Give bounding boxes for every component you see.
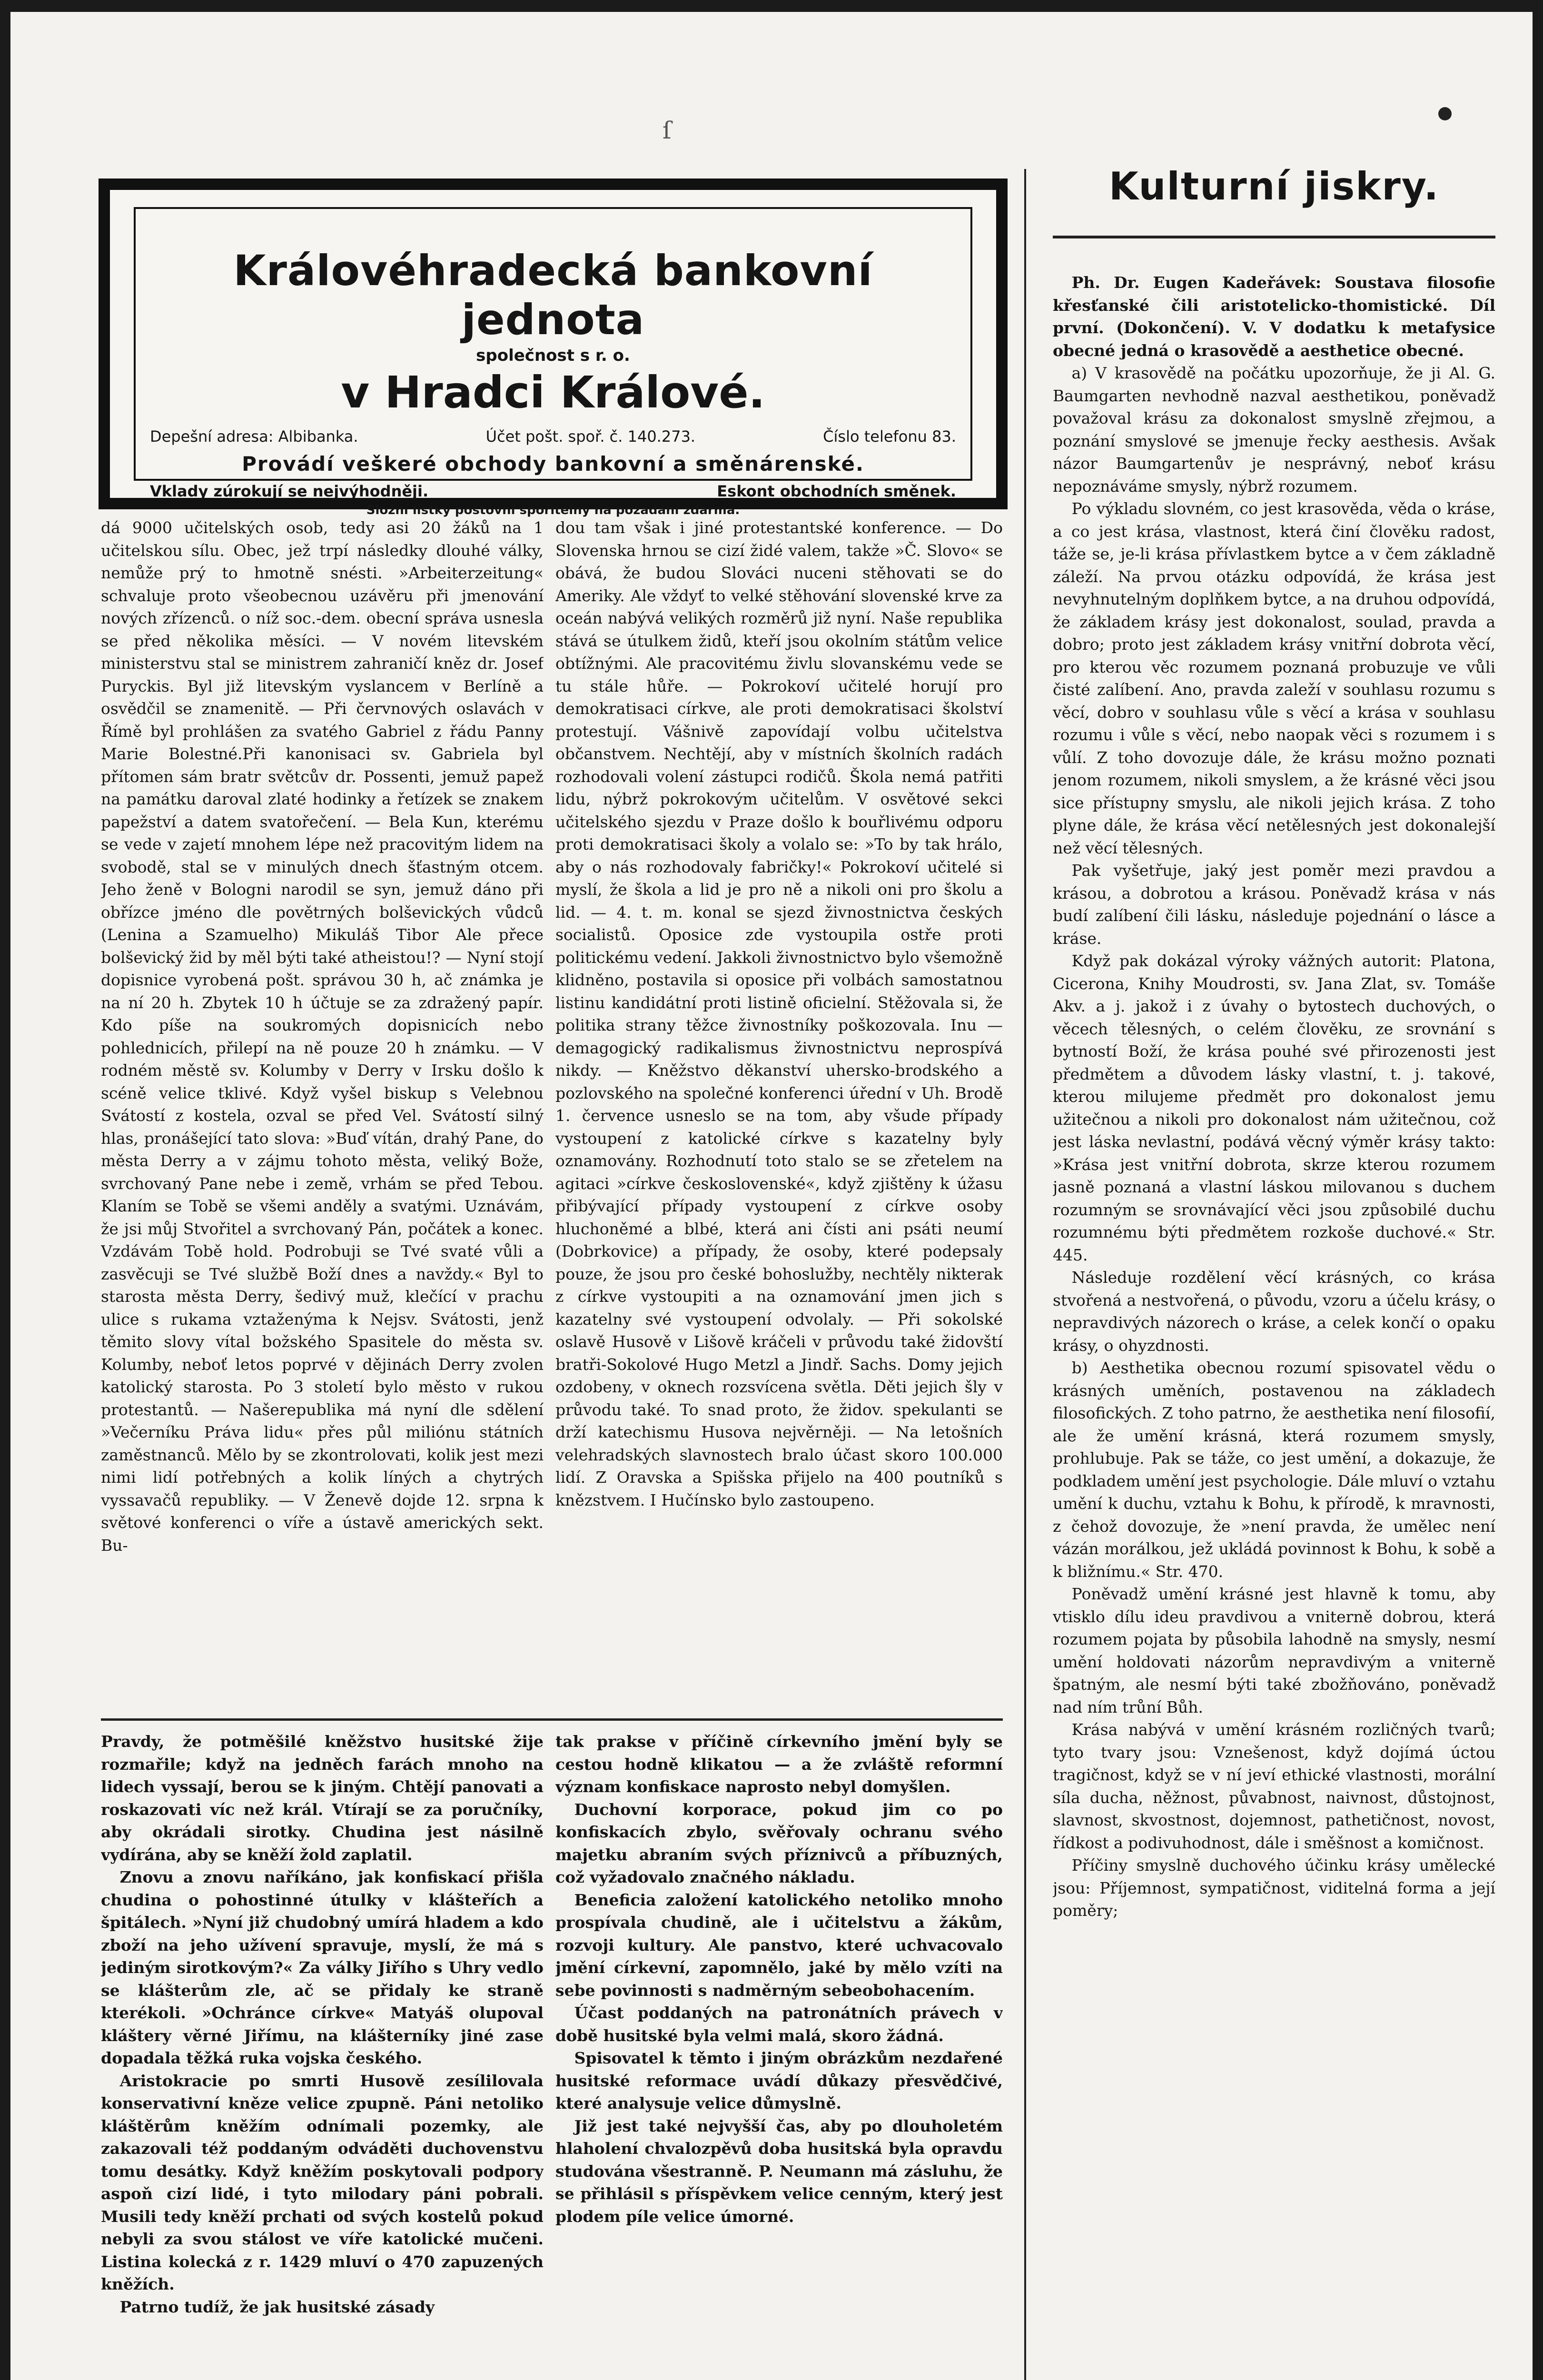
section-divider	[101, 1718, 1003, 1721]
paragraph: Patrno tudíž, že jak husitské zásady	[119, 2297, 435, 2316]
column-4	[101, 1730, 544, 2380]
column-2	[555, 516, 1003, 1706]
column-2-text: dou tam však i jiné protestantské konference. — Do Slovenska hrnou se cizí židé valem, takže »Č. Slovo« se obává, že budou Slováci nuceni stěhovati se do Ameriky. Ale vždyť to velké stěhování slovenské krve za oceán nabývá velikých rozměrů již nyní. Naše republika stává se útulkem židů, kteří jsou okolním státům velice obtížnými. Ale pracovitému živlu slovanskému vede se tu stále hůře. — Pokrokoví učitelé horují pro demokratisaci církve, ale proti demokratisaci školství protestují. Vášnivě zapovídají volbu učitelstva občanstvem. Nechtějí, aby v místních školních radách rozhodovali volení zástupci rodičů. Škola nemá patřiti lidu, nýbrž pokrokovým učitelům. V osvětové sekci učitelského sjezdu v Praze došlo k bouřlivému odporu proti demokratisaci školy a volalo se: »To by tak hrálo, aby o nás rozhodovaly fabričky!« Pokrokoví učitelé si myslí, že škola a lid je pro ně a nikoli oni pro školu a lid. — 4. t. m. konal se sjezd živnostnictva českých socialistů. Oposice zde vystoupila ostře proti politickému vedení. Jakkoli živnostnictvo bylo všemožně klidněno, postavila si oposice při volbách samostatnou listinu kandidátní proti listině oficielní. Stěžovala si, že politika strany těžce živnostníky poškozovala. Inu — demagogický radikalismus živnostnictvu neprospívá nikdy. — Kněžstvo děkanství uhersko-brodského a pozlovského na společné konferenci úřední v Uh. Brodě 1. července usneslo se na tom, aby všude případy vystoupení z katolické církve s kazatelny byly oznamovány. Rozhodnutí toto stalo se se zřetelem na agitaci »církve československé«, když zjištěny k úžasu přibývající případy vystoupení z církve osoby hluchoněmé a blbé, která ani čísti ani psáti neumí (Dobrkovice) a případy, že osoby, které podepsaly pouze, že jsou pro české bohoslužby, nechtěly nikterak z církve vystoupiti a na oznamování jmen jich s kazatelny své vystoupení odvolaly. — Při sokolské oslavě Husově v Lišově kráčeli v průvodu také židovští bratři-Sokolové Hugo Metzl a Jindř. Sachs. Domy jejich ozdobeny, v oknech rozsvícena světla. Děti jejich šly v průvodu také. To snad proto, že židov. spekulanti se drží katechismu Husova nejvěrněji. — Na letošních velehradských slavnostech bralo účast skoro 100.000 lidí. Z Oravska a Spišska přijelo na 400 poutníků s knězstvem. I Hučínsko bylo zastoupeno.	[555, 518, 1003, 1509]
paragraph: Duchovní korporace, pokud jim co po konfiskacích zbylo, svěřovaly ochranu svého majetku abraním svých příznivců a příbuzných, což vyžadovalo značného nákladu.	[555, 1800, 1003, 1886]
paragraph: Aristokracie po smrti Husově zesílilovala konservativní kněze velice zpupně. Páni netoliko kláštěrům kněžím odnímali pozemky, ale zakazovali též poddaným odváděti duchovenstvu tomu desátky. Když kněžím poskytovali podpory aspoň cizí lidé, i tyto milodary páni pobrali. Musili tedy kněží prchati od svých kostelů pokud nebyli za svou stálost ve víře katolické mučeni. Listina kolecká z r. 1429 mluví o 470 zapuzených kněžích.	[101, 2071, 544, 2293]
column-3	[1053, 271, 1495, 2380]
ad-phone: Číslo telefonu 83.	[823, 427, 956, 446]
ad-title: Královéhradecká bankovní jednota	[233, 246, 873, 344]
ad-discount: Eskont obchodních směnek.	[717, 482, 956, 500]
paragraph: Znovu a znovu naříkáno, jak konfiskací přišla chudina o pohostinné útulky v klášteřích a špitálech. »Nyní již chudobný umírá hladem a kdo zboží na jeho užívení spravuje, myslí, že má s jediným sirotkovým?« Za války Jiřího s Uhry vedlo se klášterům zle, ač se přidaly ke straně kterékoli. »Ochránce církve« Matyáš olupoval kláštery věrné Jiřímu, na klášterníky jiné zase dopadala těžká ruka vojska českého.	[101, 1868, 544, 2067]
paragraph: Poněvadž umění krásné jest hlavně k tomu, aby vtisklo dílu ideu pravdivou a vniterně dobrou, která rozumem pojata by působila lahodně na smysly, nesmí umění holdovati názorům nepravdivým a vniterně špatným, ale nesmí býti také zbožňováno, poněvadž nad ním trůní Bůh.	[1053, 1585, 1495, 1716]
paragraph: Beneficia založení katolického netoliko mnoho prospívala chudině, ale i učitelstvu a žákům, rozvoji kultury. Ale panstvo, které uchvacovalo jmění církevní, zapomnělo, jaké by mělo vzíti na sebe povinnosti s nadměrným sebeobohacením.	[555, 1890, 1003, 2000]
ad-telegram-address: Depešní adresa: Albibanka.	[150, 427, 358, 446]
paragraph: Příčiny smyslně duchového účinku krásy umělecké jsou: Příjemnost, sympatičnost, viditelná forma a její poměry;	[1053, 1856, 1495, 1920]
bank-advertisement	[99, 178, 1008, 517]
ad-offer-row	[150, 482, 956, 500]
paragraph: Pravdy, že potměšilé kněžstvo husitské žije rozmařile; když na jedněch farách mnoho na lidech vyssají, berou se k jiným. Chtějí panovati a roskazovati víc než král. Vtírají se za poručníky, aby okrádali sirotky. Chudina jest násilně vydírána, aby se kněží žold zaplatil.	[101, 1732, 544, 1864]
newspaper-page	[10, 12, 1533, 2380]
paragraph: Již jest také nejvyšší čas, aby po dlouholetém hlaholení chvalozpěvů doba husitská byla opravdu studována všestranně. P. Neumann má zásluhu, že se přihlásil s příspěvkem velice cenným, který jest plodem píle velice úmorné.	[555, 2116, 1003, 2226]
ad-contact-row	[150, 427, 956, 446]
ad-deposits: Vklady zúrokují se nejvýhodněji.	[150, 482, 429, 500]
column-5	[555, 1730, 1003, 2380]
ad-subtitle: společnost s r. o.	[476, 346, 630, 365]
ad-postal-account: Účet pošt. spoř. č. 140.273.	[485, 427, 696, 446]
paragraph: a) V krasovědě na počátku upozorňuje, že ji Al. G. Baumgarten nevhodně nazval aesthetikou, poněvadž považoval krásu za dokonalost smyslně zřejmou, a poznání smyslové se jmenuje řecky aesthesis. Avšak názor Baumgartenův je nesprávný, neboť krásu nepoznáváme smysly, nýbrž rozumem.	[1053, 364, 1495, 496]
paragraph: Následuje rozdělení věcí krásných, co krása stvořená a nestvořená, o původu, vzoru a účelu krásy, o nepravdivých názorech o kráse, a celek končí o opaku krásy, o ohyzdnosti.	[1053, 1268, 1495, 1355]
ad-note: Složní lístky poštovní spořitelny na požádání zdarma.	[366, 503, 740, 517]
ad-service: Provádí veškeré obchody bankovní a směnárenské.	[242, 452, 864, 476]
paragraph: tak prakse v příčině církevního jmění byly se cestou hodně klikatou — a že zvláště reformní význam konfiskace naprosto nebyl domyšlen.	[555, 1732, 1003, 1796]
paragraph: Účast poddaných na patronátních právech v době husitské byla velmi malá, skoro žádná.	[555, 2003, 1003, 2045]
paragraph: Ph. Dr. Eugen Kadeřávek: Soustava filosofie křesťanské čili aristotelicko-thomistické. Díl první. (Dokončení). V. V dodatku k metafysice obecné jedná o krasovědě a aesthetice obecné.	[1053, 273, 1495, 360]
paragraph: Po výkladu slovném, co jest krasověda, věda o kráse, a co jest krása, vlastnost, která činí člověku radost, táže se, je-li krása přívlastkem bytce a v čem základně záleží. Na prvou otázku odpovídá, že krása jest nevyhnutelným doplňkem bytce, a na druhou odpovídá, že základem krásy jest dokonalost, soulad, pravda a dobro; proto jest základem krásy vnitřní dobrota věcí, pro kterou věc rozumem poznaná probuzuje ve vůli čisté zalíbení. Ano, pravda zaleží v souhlasu rozumu s věcí, dobro v souhlasu vůle s věcí a krása v souhlasu rozumu i vůle s věcí, nebo naopak věci s rozumem i s vůlí. Z toho dovozuje dále, že krásu možno poznati jenom rozumem, nikoli smyslem, a že krásné věci jsou sice přístupny smyslu, ale nikoli jejich krása. Z toho plyne dále, že krása věcí netělesných jest dokonalejší než věcí tělesných.	[1053, 499, 1495, 857]
column-1	[101, 516, 544, 1716]
paragraph: Pak vyšetřuje, jaký jest poměr mezi pravdou a krásou, a dobrotou a krásou. Poněvadž krása v nás budí zalíbení čili lásku, následuje pojednání o lásce a kráse.	[1053, 861, 1495, 948]
ad-city: v Hradci Králové.	[341, 367, 765, 418]
page-mark: ſ	[663, 117, 672, 144]
paragraph: b) Aesthetika obecnou rozumí spisovatel vědu o krásných uměních, postavenou na základech filosofických. Z toho patrno, že aesthetika není filosofií, ale že umění krásná, která rozumem smysly, prohlubuje. Pak se táže, co jest umění, a dokazuje, že podkladem umění jest psychologie. Dále mluví o vztahu umění k duchu, vztahu k Bohu, k přírodě, k mravnosti, z čehož dovozuje, že »není pravda, že umělec není vázán morálkou, jež ukládá povinnost k Bohu, k sobě a k bližnímu.« Str. 470.	[1053, 1359, 1495, 1581]
section-title: Kulturní jiskry.	[1108, 164, 1440, 208]
column-divider	[1024, 169, 1026, 2380]
ad-inner-frame	[134, 207, 972, 517]
title-rule	[1053, 236, 1495, 238]
paragraph: Krása nabývá v umění krásném rozličných tvarů; tyto tvary jsou: Vznešenost, když dojímá úctou tragičnost, když se v ní jeví ethické vlastnosti, morální síla ducha, něžnost, půvabnost, naivnost, důstojnost, slavnost, skvostnost, dojemnost, pathetičnost, novost, řídkost a podivuhodnost, dále i směšnost a komičnost.	[1053, 1720, 1495, 1852]
ink-spot	[1438, 107, 1452, 120]
paragraph: Spisovatel k těmto i jiným obrázkům nezdařené husitské reformace uvádí důkazy přesvědčivé, které analysuje velice důmyslně.	[555, 2049, 1003, 2112]
paragraph: Když pak dokázal výroky vážných autorit: Platona, Cicerona, Knihy Moudrosti, sv. Jana Zlat, sv. Tomáše Akv. a j. jakož i z úvahy o bytostech duchových, o věcech tělesných, o celém člověku, ze srovnání s bytností Boží, že krása pouhé své přirozenosti jest předmětem a důvodem lásky vlastní, t. j. takové, kterou milujeme předmět pro dokonalost jemu užitečnou a nikoli pro dokonalost nám užitečnou, což jest láska nevlastní, podává věcný výměr krásy takto: »Krása jest vnitřní dobrota, skrze kterou rozumem jasně poznaná a vlastní láskou milovanou s duchem rozumným se srovnávající věci jsou způsobilé duchu rozumnému býti předmětem rozkoše duchové.« Str. 445.	[1053, 952, 1495, 1264]
column-1-text: dá 9000 učitelských osob, tedy asi 20 žáků na 1 učitelskou sílu. Obec, jež trpí následky dlouhé války, nemůže prý to hmotně snésti. »Arbeiterzeitung« schvaluje proto všeobecnou uzávěru při jmenování nových zřízenců. o níž soc.-dem. obecní správa usnesla se před několika měsíci. — V novém litevském ministerstvu stal se ministrem zahraničí kněz dr. Josef Puryckis. Byl již litevským vyslancem v Berlíně a osvědčil se znamenitě. — Při červnových oslavách v Římě byl prohlášen za svatého Gabriel z řádu Panny Marie Bolestné.Při kanonisaci sv. Gabriela byl přítomen sám bratr světcův dr. Possenti, jemuž papež na památku daroval zlaté hodinky a řetízek se znakem papežství a datem svatořečení. — Bela Kun, kterému se vede v zajetí mnohem lépe než pracovitým lidem na svobodě, stal se v minulých dnech šťastným otcem. Jeho ženě v Bologni narodil se syn, jemuž dáno při obřízce jméno dle povětrných bolševických vůdců (Lenina a Szamuelho) Mikuláš Tibor Ale přece bolševický žid by měl býti také atheistou!? — Nyní stojí dopisnice vyrobená pošt. správou 30 h, ač známka je na ní 20 h. Zbytek 10 h účtuje se za zdražený papír. Kdo píše na soukromých dopisnicích nebo pohlednicích, přilepí na ně pouze 20 h známku. — V rodném městě sv. Kolumby v Derry v Irsku došlo k scéně velice tklivé. Když vyšel biskup s Velebnou Svátostí z kostela, ozval se před Vel. Svátostí silný hlas, pronášející tato slova: »Buď vítán, drahý Pane, do města Derry a v zájmu tohoto města, veliký Bože, svrchovaný Pane nebe i země, vrhám se před Tebou. Klaním se Tobě se všemi anděly a svatými. Uznávám, že jsi můj Stvořitel a svrchovaný Pán, počátek a konec. Vzdávám Tobě hold. Podrobuji se Tvé svaté vůli a zasvěcuji se Tvé službě Boží dnes a navždy.« Byl to starosta města Derry, šedivý muž, klečící v prachu ulice s rukama vztaženýma k Nejsv. Svátosti, jenž těmito slovy vítal božského Spasitele do města sv. Kolumby, neboť letos poprvé v dějinách Derry zvolen katolický starosta. Po 3 století bylo město v rukou protestantů. — Našerepublika má nyní dle sdělení »Večerníku Práva lidu« přes půl miliónu státních zaměstnanců. Mělo by se zkontrolovati, kolik jest mezi nimi lidí potřebných a kolik líných a chytrých vyssavačů republiky. — V Ženevě dojde 12. srpna k světové konferenci o víře a ústavě amerických sekt. Bu-	[101, 518, 544, 1555]
